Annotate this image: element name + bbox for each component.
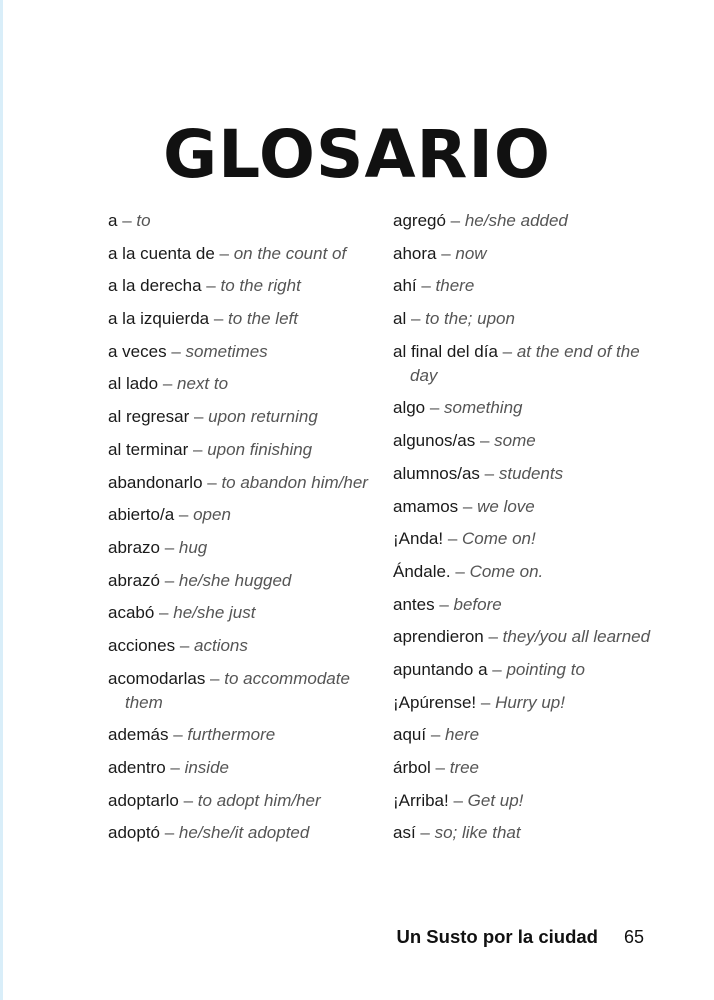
glossary-term: así <box>393 823 416 843</box>
glossary-term: algo <box>393 398 426 418</box>
glossary-term: ahí <box>393 276 417 296</box>
glossary-definition: to adopt him/her <box>197 790 321 810</box>
glossary-definition: Get up! <box>467 790 524 810</box>
entry-separator: – <box>448 790 468 810</box>
glossary-term: ¡Arriba! <box>393 790 449 810</box>
glossary-entry <box>108 723 370 747</box>
entry-separator: – <box>497 341 517 361</box>
entry-separator: – <box>168 725 188 745</box>
glossary-term: agregó <box>393 211 446 230</box>
glossary-definition: to the left <box>228 309 298 329</box>
glossary-term: abierto/a <box>108 505 175 525</box>
glossary-definition: to the right <box>220 276 301 296</box>
glossary-definition: Come on. <box>469 561 544 581</box>
glossary-definition: he/she hugged <box>178 570 292 590</box>
glossary-definition: upon finishing <box>207 439 313 459</box>
glossary-term: a <box>108 211 118 230</box>
glossary-entry <box>108 634 370 658</box>
glossary-definition: at the end of the day <box>410 341 640 385</box>
entry-separator: – <box>487 659 507 679</box>
glossary-entry <box>393 242 653 266</box>
glossary-term: alumnos/as <box>393 463 480 483</box>
glossary-entry <box>108 503 370 527</box>
glossary-term: acciones <box>108 635 176 655</box>
glossary-entry <box>108 209 370 233</box>
glossary-definition: to abandon him/her <box>221 472 368 492</box>
glossary-definition: furthermore <box>187 725 276 745</box>
glossary-term: abrazó <box>108 570 160 590</box>
glossary-definition: on the count of <box>233 243 347 263</box>
glossary-term: aprendieron <box>393 627 484 647</box>
page-footer <box>397 926 645 948</box>
glossary-entry <box>393 340 653 388</box>
glossary-entry <box>393 625 653 649</box>
glossary-term: árbol <box>393 758 431 777</box>
glossary-term: apuntando a <box>393 659 488 679</box>
glossary-entry <box>393 462 653 486</box>
glossary-entry <box>108 274 370 298</box>
glossary-entry <box>108 536 370 560</box>
glossary-term: Ándale. <box>393 561 451 581</box>
entry-separator: – <box>476 692 496 712</box>
entry-separator: – <box>425 398 445 418</box>
glossary-definition: inside <box>184 758 229 777</box>
glossary-entry <box>108 372 370 396</box>
glossary-term: abrazo <box>108 537 160 557</box>
entry-separator: – <box>166 341 186 361</box>
glossary-term: al lado <box>108 374 159 394</box>
glossary-entry <box>108 821 370 845</box>
entry-separator: – <box>436 243 456 263</box>
glossary-term: algunos/as <box>393 431 476 451</box>
entry-separator: – <box>160 823 179 843</box>
entry-separator: – <box>416 276 436 296</box>
glossary-definition: he/she added <box>464 211 568 230</box>
glossary-term: a la derecha <box>108 276 202 296</box>
glossary-term: al final del día <box>393 341 498 361</box>
glossary-definition: Hurry up! <box>495 692 565 712</box>
glossary-definition: to <box>136 211 151 230</box>
entry-separator: – <box>188 439 208 459</box>
glossary-definition: upon returning <box>208 407 318 427</box>
glossary-definition: pointing to <box>506 659 585 679</box>
entry-separator: – <box>458 496 478 516</box>
glossary-entry <box>108 667 370 715</box>
entry-separator: – <box>483 627 503 647</box>
entry-separator: – <box>201 276 221 296</box>
glossary-term: amamos <box>393 496 459 516</box>
glossary-definition: hug <box>178 537 208 557</box>
glossary-definition: sometimes <box>185 341 268 361</box>
glossary-definition: here <box>445 725 480 745</box>
glossary-definition: next to <box>177 374 229 394</box>
entry-separator: – <box>202 472 222 492</box>
glossary-term: acomodarlas <box>108 668 206 688</box>
glossary-entry <box>393 209 653 233</box>
glossary-definition: tree <box>449 758 480 777</box>
glossary-term: a la cuenta de <box>108 243 215 263</box>
glossary-column-left <box>108 209 370 854</box>
page-number: 65 <box>623 927 644 947</box>
glossary-definition: so; like that <box>434 823 521 843</box>
glossary-entry <box>108 471 370 495</box>
glossary-term: al terminar <box>108 439 189 459</box>
entry-separator: – <box>205 668 225 688</box>
entry-separator: – <box>159 537 179 557</box>
entry-separator: – <box>165 758 185 777</box>
glossary-term: adoptarlo <box>108 790 179 810</box>
glossary-definition: something <box>444 398 523 418</box>
book-title: Un Susto por la ciudad <box>396 926 598 947</box>
entry-separator: – <box>154 603 174 623</box>
glossary-definition: he/she/it adopted <box>178 823 310 843</box>
glossary-definition: before <box>453 594 502 614</box>
glossary-term: adentro <box>108 758 166 777</box>
glossary-term: además <box>108 725 169 745</box>
entry-separator: – <box>426 725 445 745</box>
glossary-term: ahora <box>393 243 437 263</box>
glossary-term: aquí <box>393 725 427 745</box>
glossary-term: ¡Apúrense! <box>393 692 477 712</box>
glossary-definition: there <box>435 276 475 296</box>
glossary-term: al <box>393 309 407 329</box>
glossary-definition: to the; upon <box>425 309 515 329</box>
entry-separator: – <box>117 211 137 230</box>
glossary-term: adoptó <box>108 823 160 843</box>
entry-separator: – <box>406 309 426 329</box>
glossary-entry <box>108 756 370 780</box>
entry-separator: – <box>434 594 454 614</box>
glossary-entry <box>393 593 653 617</box>
glossary-entry <box>108 340 370 364</box>
glossary-column-right <box>393 209 653 854</box>
glossary-entry <box>393 307 653 331</box>
glossary-entry <box>108 601 370 625</box>
glossary-definition: they/you all learned <box>502 627 651 647</box>
glossary-definition: Come on! <box>462 529 536 549</box>
entry-separator: – <box>415 823 435 843</box>
glossary-term: acabó <box>108 603 155 623</box>
entry-separator: – <box>443 529 462 549</box>
glossary-entry <box>393 658 653 682</box>
entry-separator: – <box>175 635 195 655</box>
glossary-term: abandonarlo <box>108 472 203 492</box>
glossary-entry <box>393 560 653 584</box>
glossary-entry <box>393 723 653 747</box>
glossary-definition: he/she just <box>173 603 256 623</box>
glossary-entry <box>108 438 370 462</box>
entry-separator: – <box>450 561 470 581</box>
glossary-entry <box>108 242 370 266</box>
glossary-definition: actions <box>194 635 248 655</box>
glossary-term: al regresar <box>108 407 190 427</box>
glossary-entry <box>393 527 653 551</box>
entry-separator: – <box>189 407 209 427</box>
glossary-entry <box>108 789 370 813</box>
glossary-entry <box>393 691 653 715</box>
entry-separator: – <box>159 570 179 590</box>
glossary-entry <box>108 569 370 593</box>
glossary-term: a la izquierda <box>108 309 210 329</box>
glossary-entry <box>108 307 370 331</box>
glossary-entry <box>108 405 370 429</box>
entry-separator: – <box>430 758 450 777</box>
glossary-entry <box>393 495 653 519</box>
glossary-entry <box>393 821 653 845</box>
glossary-definition: to accommodate them <box>125 668 350 712</box>
page-title: GLOSARIO <box>162 116 552 194</box>
entry-separator: – <box>445 211 465 230</box>
glossary-definition: now <box>455 243 487 263</box>
entry-separator: – <box>174 505 194 525</box>
entry-separator: – <box>479 463 499 483</box>
glossary-definition: open <box>193 505 231 525</box>
entry-separator: – <box>209 309 229 329</box>
entry-separator: – <box>214 243 234 263</box>
entry-separator: – <box>158 374 178 394</box>
glossary-definition: we love <box>477 496 535 516</box>
glossary-entry <box>393 429 653 453</box>
glossary-entry <box>393 756 653 780</box>
entry-separator: – <box>178 790 198 810</box>
glossary-entry <box>393 274 653 298</box>
glossary-definition: students <box>498 463 564 483</box>
glossary-term: a veces <box>108 341 167 361</box>
glossary-term: ¡Anda! <box>393 529 444 549</box>
glossary-entry <box>393 396 653 420</box>
glossary-entry <box>393 789 653 813</box>
glossary-term: antes <box>393 594 435 614</box>
entry-separator: – <box>475 431 495 451</box>
glossary-definition: some <box>494 431 536 451</box>
